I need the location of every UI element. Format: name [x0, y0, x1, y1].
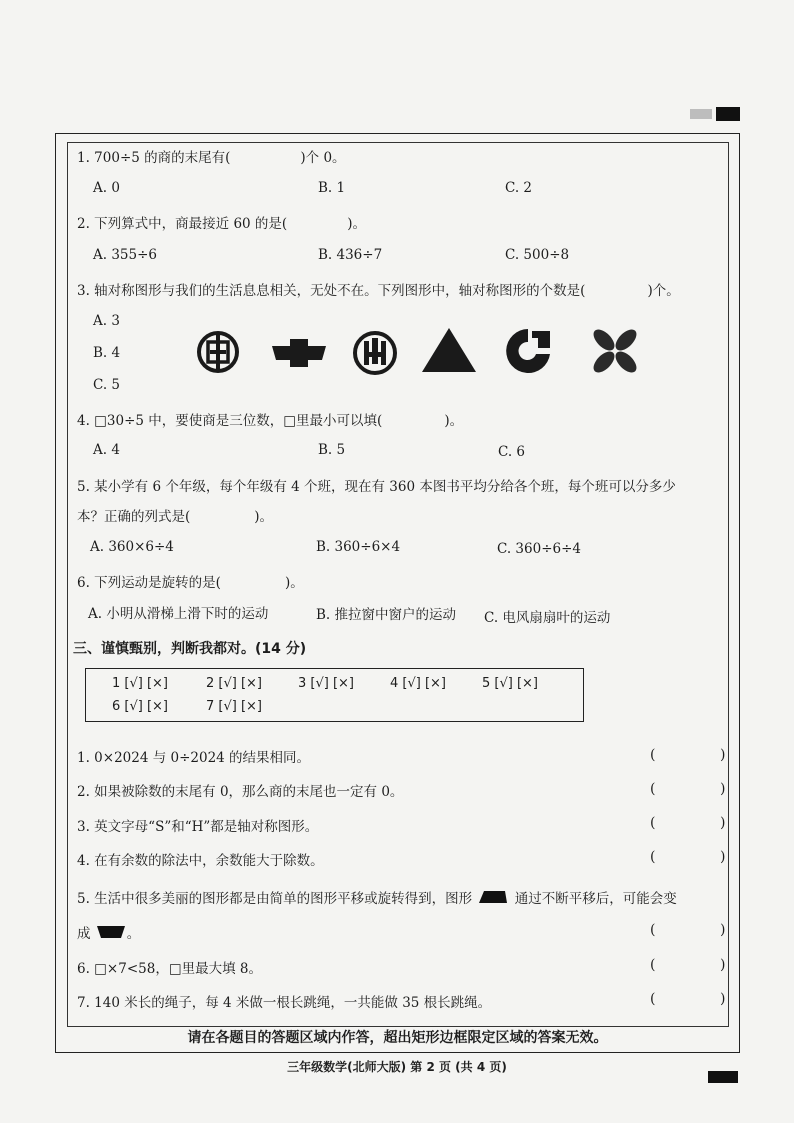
- judge-5-text-a: 5. 生活中很多美丽的图形都是由简单的图形平移或旋转得到，图形: [77, 891, 473, 907]
- q4-stem-text: 4. □30÷5 中，要使商是三位数，□里最小可以填(: [77, 413, 383, 429]
- answer-item-2[interactable]: 2 [√] [×]: [206, 676, 262, 691]
- q4-option-c: C. 6: [498, 444, 526, 460]
- q6-stem: [77, 571, 304, 591]
- q2-stem-text: 2. 下列算式中，商最接近 60 的是(: [77, 216, 288, 232]
- four-petal-flower-icon: [590, 326, 640, 376]
- judge-7-paren-close: ): [720, 991, 726, 1007]
- q2-tail: )。: [347, 216, 366, 232]
- judge-7-paren-open: (: [650, 991, 656, 1007]
- q1-option-b: B. 1: [318, 180, 346, 196]
- tessellated-shape-icon: [96, 924, 126, 940]
- judge-5-paren-close: ): [720, 922, 726, 938]
- bank-logo-icon: [196, 330, 240, 374]
- q5-stem2-text: 本？正确的列式是(: [77, 509, 191, 525]
- judge-4-paren-close: ): [720, 849, 726, 865]
- q4-stem: [77, 409, 463, 429]
- chevrolet-bowtie-icon: [268, 336, 330, 370]
- registration-mark-top: [716, 107, 740, 121]
- judge-5-line2: [77, 922, 140, 942]
- answer-item-1[interactable]: 1 [√] [×]: [112, 676, 168, 691]
- trapezoid-shape-icon: [478, 890, 508, 904]
- judge-1-paren-open: (: [650, 747, 656, 763]
- q6-stem-text: 6. 下列运动是旋转的是(: [77, 575, 221, 591]
- q6-option-a: A. 小明从滑梯上滑下时的运动: [88, 606, 269, 622]
- q5-tail: )。: [254, 509, 274, 525]
- judge-5-text-c: 成: [77, 926, 91, 942]
- q1-option-a: A. 0: [93, 180, 120, 196]
- registration-mark-top-faint: [690, 109, 712, 119]
- q4-tail: )。: [444, 413, 464, 429]
- q3-stem-text: 3. 轴对称图形与我们的生活息息相关，无处不在。下列图形中，轴对称图形的个数是(: [77, 283, 586, 299]
- q5-option-c: C. 360÷6÷4: [497, 541, 581, 557]
- judge-3-paren-close: ): [720, 815, 726, 831]
- judge-2: 2. 如果被除数的末尾有 0，那么商的末尾也一定有 0。: [77, 784, 404, 800]
- q4-option-b: B. 5: [318, 442, 346, 458]
- q1-option-c: C. 2: [505, 180, 533, 196]
- judge-6-paren-open: (: [650, 957, 656, 973]
- judge-1-paren-close: ): [720, 747, 726, 763]
- judge-1: 1. 0×2024 与 0÷2024 的结果相同。: [77, 750, 311, 766]
- ccb-logo-icon: [502, 326, 554, 376]
- judge-5-line1: [77, 887, 677, 907]
- q5-stem-line2: [77, 505, 273, 525]
- q2-option-b: B. 436÷7: [318, 247, 383, 263]
- judge-7: 7. 140 米长的绳子，每 4 米做一根长跳绳，一共能做 35 根长跳绳。: [77, 995, 492, 1011]
- q3-stem: [77, 279, 680, 299]
- answer-item-4[interactable]: 4 [√] [×]: [390, 676, 446, 691]
- judge-6: 6. □×7<58，□里最大填 8。: [77, 961, 262, 977]
- q3-tail: )个。: [647, 283, 680, 299]
- judge-4-paren-open: (: [650, 849, 656, 865]
- judge-4: 4. 在有余数的除法中，余数能大于除数。: [77, 853, 324, 869]
- judge-3-paren-open: (: [650, 815, 656, 831]
- judge-2-paren-close: ): [720, 781, 726, 797]
- q1-tail: )个 0。: [300, 150, 346, 166]
- judge-5-paren-open: (: [650, 922, 656, 938]
- answer-area-notice: 请在各题目的答题区域内作答，超出矩形边框限定区域的答案无效。: [187, 1030, 608, 1046]
- section3-title: 三、谨慎甄别，判断我都对。(14 分): [73, 641, 307, 657]
- q2-option-a: A. 355÷6: [93, 247, 157, 263]
- q4-option-a: A. 4: [93, 442, 120, 458]
- q1-stem-text: 1. 700÷5 的商的末尾有(: [77, 150, 231, 166]
- judge-5-text-d: 。: [126, 926, 141, 942]
- answer-box: [85, 668, 584, 722]
- q2-stem: [77, 212, 366, 232]
- q2-option-c: C. 500÷8: [505, 247, 570, 263]
- answer-item-3[interactable]: 3 [√] [×]: [298, 676, 354, 691]
- judge-6-paren-close: ): [720, 957, 726, 973]
- answer-item-7[interactable]: 7 [√] [×]: [206, 699, 262, 714]
- page-footer: 三年级数学(北师大版) 第 2 页 (共 4 页): [287, 1060, 507, 1074]
- judge-2-paren-open: (: [650, 781, 656, 797]
- q6-option-b: B. 推拉窗中窗户的运动: [316, 607, 457, 623]
- q3-option-b: B. 4: [93, 345, 121, 361]
- answer-item-6[interactable]: 6 [√] [×]: [112, 699, 168, 714]
- triangle-icon: [420, 326, 478, 374]
- q6-tail: )。: [284, 575, 304, 591]
- judge-3: 3. 英文字母“S”和“H”都是轴对称图形。: [77, 819, 319, 835]
- q3-option-a: A. 3: [93, 313, 120, 329]
- q3-option-c: C. 5: [93, 377, 121, 393]
- agricultural-bank-logo-icon: [352, 330, 398, 376]
- q5-option-b: B. 360÷6×4: [316, 539, 401, 555]
- q5-stem-line1: 5. 某小学有 6 个年级，每个年级有 4 个班，现在有 360 本图书平均分给各个班，每个班可以分多少: [77, 479, 676, 495]
- q5-option-a: A. 360×6÷4: [90, 539, 174, 555]
- judge-5-text-b: 通过不断平移后，可能会变: [514, 891, 677, 907]
- q6-option-c: C. 电风扇扇叶的运动: [484, 610, 611, 626]
- q1-stem: [77, 146, 346, 166]
- answer-item-5[interactable]: 5 [√] [×]: [482, 676, 538, 691]
